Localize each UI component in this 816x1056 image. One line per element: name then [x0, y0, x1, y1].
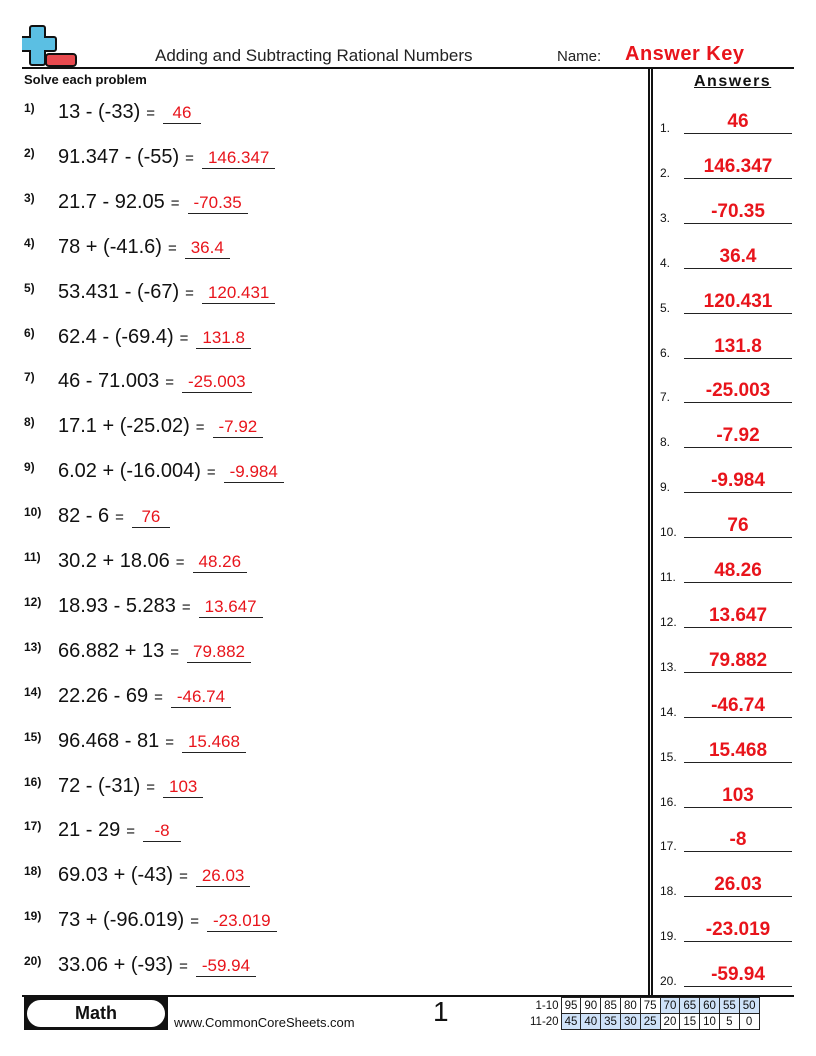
problem-number: 10): [24, 505, 42, 520]
score-cell: 90: [581, 998, 601, 1014]
answer-blank[interactable]: 103: [163, 777, 203, 798]
equals-sign: =: [185, 149, 194, 167]
expression-text: 18.93 - 5.283: [58, 594, 176, 617]
problem-expression: [58, 281, 275, 304]
expression-text: 73 + (-96.019): [58, 909, 185, 932]
header-rule: [22, 67, 794, 69]
problem-expression: [58, 460, 284, 483]
problem-number: 14): [24, 684, 42, 699]
score-cell: 85: [601, 998, 621, 1014]
equals-sign: =: [126, 823, 136, 841]
problem-expression: [58, 415, 263, 438]
answer-value: 79.882: [684, 650, 792, 673]
answer-key-item: [660, 691, 792, 721]
problem-expression: [58, 685, 231, 708]
problem-expression: [58, 640, 251, 663]
score-row: [527, 998, 759, 1014]
answer-key-item: [660, 421, 792, 451]
problem-number: 15): [24, 729, 42, 744]
column-divider: [648, 69, 653, 995]
answer-blank[interactable]: 120.431: [202, 283, 275, 304]
expression-text: 46 - 71.003: [58, 370, 160, 393]
answer-value: 26.03: [684, 874, 792, 897]
equals-sign: =: [181, 598, 191, 616]
answer-key-item: [660, 466, 792, 496]
answer-value: 120.431: [684, 291, 792, 314]
answer-value: -23.019: [684, 919, 792, 942]
answer-value: -25.003: [684, 380, 792, 403]
answer-blank[interactable]: -25.003: [182, 372, 252, 393]
score-table: [527, 997, 760, 1030]
answer-number: 20.: [660, 974, 677, 989]
equals-sign: =: [165, 733, 174, 751]
plus-minus-icon: [22, 24, 78, 68]
answer-blank[interactable]: 13.647: [199, 597, 263, 618]
answer-number: 4.: [660, 255, 671, 270]
problem-number: 3): [24, 190, 35, 205]
answer-blank[interactable]: 46: [163, 103, 201, 124]
answer-key-item: [660, 197, 792, 227]
score-row-label: 11-20: [530, 1015, 559, 1028]
answer-key-item: [660, 287, 792, 317]
answer-key-item: [660, 781, 792, 811]
score-cell: 10: [700, 1014, 720, 1030]
score-cell: 35: [601, 1014, 621, 1030]
answer-number: 14.: [660, 704, 677, 719]
problem-number: 18): [24, 864, 42, 879]
answer-key-item: [660, 736, 792, 766]
equals-sign: =: [179, 958, 188, 976]
answer-number: 2.: [660, 165, 671, 180]
answer-value: -46.74: [684, 695, 792, 718]
expression-text: 82 - 6: [58, 505, 110, 528]
problem-number: 9): [24, 460, 35, 475]
score-cell: 30: [620, 1014, 640, 1030]
problem-expression: [58, 775, 203, 798]
equals-sign: =: [179, 329, 189, 347]
problem-expression: [58, 505, 170, 528]
answer-blank[interactable]: 76: [132, 507, 170, 528]
answer-key-item: [660, 556, 792, 586]
answer-blank[interactable]: 131.8: [196, 328, 251, 349]
equals-sign: =: [195, 419, 205, 437]
name-value: Answer Key: [625, 43, 745, 65]
problem-number: 11): [24, 550, 41, 564]
problem-expression: [58, 819, 181, 842]
problem-number: 8): [24, 415, 35, 430]
problem-number: 16): [24, 774, 42, 789]
answer-blank[interactable]: 79.882: [187, 642, 251, 663]
equals-sign: =: [167, 239, 177, 257]
problem-number: 20): [24, 954, 42, 969]
answer-key-item: [660, 332, 792, 362]
answer-key-item: [660, 376, 792, 406]
answer-number: 11.: [660, 570, 676, 584]
expression-text: 13 - (-33): [58, 101, 141, 123]
answer-value: 36.4: [684, 246, 792, 269]
subject-label: Math: [27, 1000, 165, 1027]
problem-expression: [58, 909, 277, 932]
problem-expression: [58, 954, 256, 977]
problem-expression: [58, 730, 246, 753]
answer-blank[interactable]: 36.4: [185, 238, 230, 259]
problem-expression: [58, 101, 201, 124]
answer-key-item: [660, 960, 792, 990]
score-cell: 0: [739, 1014, 759, 1030]
problem-number: 1): [24, 101, 35, 115]
answer-number: 7.: [660, 390, 671, 405]
answer-number: 9.: [660, 480, 671, 495]
answer-blank[interactable]: 15.468: [182, 732, 246, 753]
expression-text: 72 - (-31): [58, 774, 141, 797]
answer-number: 12.: [660, 614, 677, 629]
answer-value: 48.26: [684, 560, 792, 583]
answer-key-item: [660, 601, 792, 631]
equals-sign: =: [115, 509, 124, 527]
score-row-label: 1-10: [535, 999, 559, 1012]
expression-text: 22.26 - 69: [58, 684, 149, 707]
score-cell: 60: [700, 998, 720, 1014]
answer-key-item: [660, 107, 792, 137]
answer-number: 6.: [660, 345, 671, 360]
problem-number: 6): [24, 325, 35, 340]
equals-sign: =: [185, 284, 194, 302]
answer-blank[interactable]: -23.019: [207, 911, 277, 932]
answer-number: 15.: [660, 749, 677, 764]
worksheet-title: Adding and Subtracting Rational Numbers: [155, 46, 473, 65]
answer-blank[interactable]: -46.74: [171, 687, 231, 708]
score-cell: 15: [680, 1014, 700, 1030]
answer-value: -8: [684, 829, 792, 852]
expression-text: 53.431 - (-67): [58, 280, 180, 303]
page-number: 1: [433, 996, 449, 1027]
problem-expression: [58, 595, 263, 618]
score-cell: 45: [561, 1014, 581, 1030]
problem-number: 4): [24, 235, 35, 250]
score-cell: 55: [719, 998, 739, 1014]
answer-blank[interactable]: -70.35: [188, 193, 248, 214]
answers-heading: Answers: [694, 73, 772, 90]
score-cell: 80: [620, 998, 640, 1014]
problem-expression: [58, 191, 248, 214]
answer-value: 15.468: [684, 740, 792, 763]
answer-value: 46: [684, 111, 792, 134]
answer-key-item: [660, 511, 792, 541]
answer-number: 16.: [660, 794, 677, 809]
problem-number: 5): [24, 280, 35, 295]
answer-number: 17.: [660, 839, 677, 854]
score-cell: 50: [739, 998, 759, 1014]
answer-number: 13.: [660, 659, 677, 674]
answer-key-item: [660, 870, 792, 900]
answer-blank[interactable]: -59.94: [196, 956, 256, 977]
equals-sign: =: [165, 374, 174, 392]
equals-sign: =: [175, 554, 185, 571]
problem-expression: [58, 236, 230, 259]
expression-text: 6.02 + (-16.004): [58, 460, 201, 483]
expression-text: 78 + (-41.6): [58, 235, 162, 258]
answer-value: 103: [684, 785, 792, 808]
answer-key-item: [660, 152, 792, 182]
expression-text: 21.7 - 92.05: [58, 190, 165, 213]
name-label: Name:: [557, 48, 602, 65]
score-cell: 5: [719, 1014, 739, 1030]
answer-key-item: [660, 915, 792, 945]
answer-value: -9.984: [684, 470, 792, 493]
expression-text: 66.882 + 13: [58, 639, 165, 662]
expression-text: 30.2 + 18.06: [58, 550, 170, 572]
subject-badge: [24, 997, 168, 1030]
answer-number: 18.: [660, 884, 677, 899]
answer-value: 146.347: [684, 156, 792, 179]
answer-value: -70.35: [684, 201, 792, 224]
score-row: [527, 1014, 759, 1030]
answer-blank[interactable]: 146.347: [202, 148, 275, 169]
equals-sign: =: [206, 464, 216, 482]
score-cell: 40: [581, 1014, 601, 1030]
answer-number: 5.: [660, 300, 671, 315]
problem-expression: [58, 370, 252, 393]
answer-value: 13.647: [684, 605, 792, 628]
expression-text: 69.03 + (-43): [58, 864, 174, 887]
answer-number: 10.: [660, 525, 677, 540]
website-link[interactable]: www.CommonCoreSheets.com: [174, 1015, 355, 1030]
answer-key-item: [660, 825, 792, 855]
score-cell: 95: [561, 998, 581, 1014]
score-cell: 75: [640, 998, 660, 1014]
answer-value: -59.94: [684, 964, 792, 987]
answer-blank[interactable]: -7.92: [213, 417, 264, 438]
answer-blank[interactable]: 26.03: [196, 866, 251, 887]
answer-key-item: [660, 646, 792, 676]
answer-blank[interactable]: 48.26: [193, 552, 248, 573]
score-cell: 65: [680, 998, 700, 1014]
instructions: Solve each problem: [24, 72, 147, 87]
expression-text: 96.468 - 81: [58, 729, 160, 752]
problem-expression: [58, 550, 247, 573]
answer-value: -7.92: [684, 425, 792, 448]
equals-sign: =: [146, 105, 156, 122]
equals-sign: =: [179, 868, 188, 886]
answer-blank[interactable]: -9.984: [224, 462, 284, 483]
answer-number: 19.: [660, 929, 677, 944]
expression-text: 17.1 + (-25.02): [58, 415, 190, 438]
expression-text: 91.347 - (-55): [58, 145, 180, 168]
problem-number: 13): [24, 639, 42, 654]
answer-blank[interactable]: -8: [143, 821, 181, 842]
equals-sign: =: [146, 778, 156, 796]
equals-sign: =: [170, 643, 179, 661]
problem-expression: [58, 864, 250, 887]
score-cell: 20: [660, 1014, 680, 1030]
answer-number: 8.: [660, 435, 671, 450]
answer-number: 3.: [660, 210, 671, 225]
score-cell: 25: [640, 1014, 660, 1030]
problem-number: 7): [24, 370, 35, 385]
expression-text: 21 - 29: [58, 819, 121, 842]
expression-text: 33.06 + (-93): [58, 954, 174, 977]
problem-number: 2): [24, 145, 35, 160]
problem-number: 17): [24, 819, 42, 834]
answer-value: 131.8: [684, 336, 792, 359]
answer-value: 76: [684, 515, 792, 538]
problem-expression: [58, 326, 251, 349]
problem-number: 19): [24, 909, 42, 924]
answer-key-item: [660, 242, 792, 272]
problem-expression: [58, 146, 275, 169]
problem-number: 12): [24, 594, 42, 609]
equals-sign: =: [170, 194, 180, 212]
expression-text: 62.4 - (-69.4): [58, 325, 174, 348]
score-cell: 70: [660, 998, 680, 1014]
answer-number: 1.: [660, 121, 671, 135]
equals-sign: =: [190, 913, 199, 931]
equals-sign: =: [154, 688, 163, 706]
